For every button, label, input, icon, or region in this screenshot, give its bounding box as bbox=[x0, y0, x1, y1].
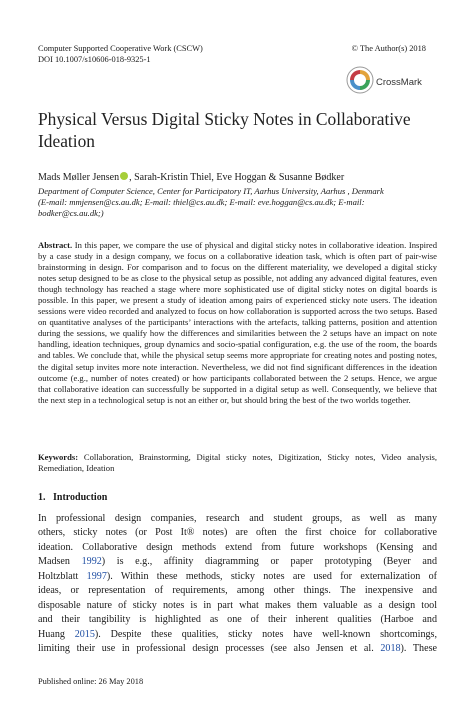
body-line bbox=[38, 570, 437, 584]
abstract-text: In this paper, we compare the use of physical and digital sticky notes in collaborative ideation. Inspired by a case study in a design company, we focus on a collaborative ideation task, which is often part of pair-wise brainstorming in design. For comparison and to focus on the different materiality, we developed a digital sticky notes setup designed to be as close to the physical setup as possible, not adding any advanced digital features, even though technology has reached a stage where more sophisticated use of digital sticky notes on digital boards is possible. In this paper, we present a study of ideation among pairs of experienced sticky note users. The ideation sessions were video recorded and analyzed to focus on how collaboration is supported across the two setups. Based on quantitative analyses of the participants’ interactions with the artefacts, talking patterns, position and attention during the sessions, we qualify how the differences and similarities between the 2 setups have an impact on note handling, ideation techniques, group dynamics and socio-spatial configuration, e.g. the use of the room, the boards and tables. We conclude that, while the physical setup seems more appropriate for creating notes and posting notes, the digital setup invites more note interaction. Nevertheless, we did not find significant differences in the ideation outcome (e.g., number of notes created) or how participants collaborated between the 2 setups. Hence, we argue that collaborative ideation can successfully be supported in a digital setup as well. Consequently, we believe that the next step in a technological setup is not an either or, but should bring the best of the two worlds together. bbox=[38, 240, 437, 405]
citation-link[interactable]: 1992 bbox=[81, 556, 102, 568]
affiliation-line: (E-mail: mmjensen@cs.au.dk; E-mail: thiel@cs.au.dk; E-mail: eve.hoggan@cs.au.dk; E-mail: bbox=[38, 197, 365, 207]
body-text-span: Madsen bbox=[38, 556, 82, 568]
body-line bbox=[38, 628, 437, 642]
body-text-span: Huang bbox=[38, 628, 75, 640]
body-line bbox=[38, 555, 437, 569]
citation-link[interactable]: 2018 bbox=[380, 643, 401, 655]
body-text-span: ). These bbox=[400, 643, 437, 655]
keywords-text: Collaboration, Brainstorming, Digital sticky notes, Digitization, Sticky notes, Video analysis, Remediation, Ideation bbox=[38, 452, 437, 474]
body-text-span: ideation. Collaborative design methods extend from future workshops (Kensing and bbox=[38, 541, 437, 553]
body-text-span: In professional design companies, research and student groups, as well as many bbox=[38, 513, 437, 524]
published-date: Published online: 26 May 2018 bbox=[38, 677, 144, 686]
body-text-span: ). Despite these qualities, sticky notes have well-known shortcomings, bbox=[94, 628, 437, 640]
affiliation-line: bodker@cs.au.dk;) bbox=[38, 208, 104, 218]
abstract-label: Abstract. bbox=[38, 240, 73, 250]
crossmark-label: CrossMark bbox=[376, 77, 422, 88]
keywords bbox=[38, 452, 437, 474]
body-line bbox=[38, 526, 437, 540]
journal-name: Computer Supported Cooperative Work (CSCW) bbox=[38, 44, 203, 53]
body-text-span: disposable nature of sticky notes is in part what makes them valuable as a design tool bbox=[38, 599, 437, 611]
body-text-span: ideas, or representation of requirements, among other things. The inexpensive and bbox=[38, 585, 437, 597]
paper-title bbox=[38, 108, 438, 152]
doi: DOI 10.1007/s10606-018-9325-1 bbox=[38, 55, 151, 64]
body-text-span: ). Within these methods, sticky notes are used for externalization of bbox=[106, 570, 437, 582]
crossmark-icon bbox=[346, 66, 374, 94]
body-text-span: ) is e.g., affinity diagramming or paper prototyping (Beyer and bbox=[101, 556, 437, 568]
affiliation-line: Department of Computer Science, Center for Participatory IT, Aarhus University, Aarhus , Denmark bbox=[38, 186, 384, 196]
journal-header bbox=[38, 43, 338, 65]
title-line: Ideation bbox=[38, 131, 95, 151]
copyright-notice: © The Author(s) 2018 bbox=[351, 44, 426, 53]
title-line: Physical Versus Digital Sticky Notes in Collaborative bbox=[38, 109, 411, 129]
section-number: 1. bbox=[38, 492, 46, 503]
keywords-label: Keywords: bbox=[38, 452, 79, 462]
citation-link[interactable]: 2015 bbox=[74, 628, 95, 640]
body-text-span: Holtzblatt bbox=[38, 570, 87, 582]
section-heading bbox=[38, 492, 107, 503]
affiliation bbox=[38, 186, 438, 219]
body-line bbox=[38, 541, 437, 555]
body-text bbox=[38, 512, 437, 657]
body-text-span: and their tangibility is highlighted as one of their inherent qualities (Harboe and bbox=[38, 614, 437, 626]
body-line bbox=[38, 613, 437, 627]
crossmark-badge[interactable] bbox=[346, 66, 436, 96]
body-line bbox=[38, 584, 437, 598]
citation-link[interactable]: 1997 bbox=[86, 570, 107, 582]
author-list bbox=[38, 171, 438, 184]
section-title: Introduction bbox=[53, 492, 108, 503]
body-text-span: limiting their use in professional design processes (see also Jensen et al. bbox=[38, 643, 381, 655]
abstract bbox=[38, 240, 437, 406]
body-line bbox=[38, 512, 437, 526]
orcid-icon[interactable] bbox=[120, 172, 128, 180]
body-text-span: others, sticky notes (or Post It® notes) are often the first choice for collaborative bbox=[38, 527, 437, 539]
body-line bbox=[38, 642, 437, 656]
body-line bbox=[38, 599, 437, 613]
coauthor-names: , Sarah-Kristin Thiel, Eve Hoggan & Susanne Bødker bbox=[129, 172, 345, 183]
author-name: Mads Møller Jensen bbox=[38, 172, 120, 183]
